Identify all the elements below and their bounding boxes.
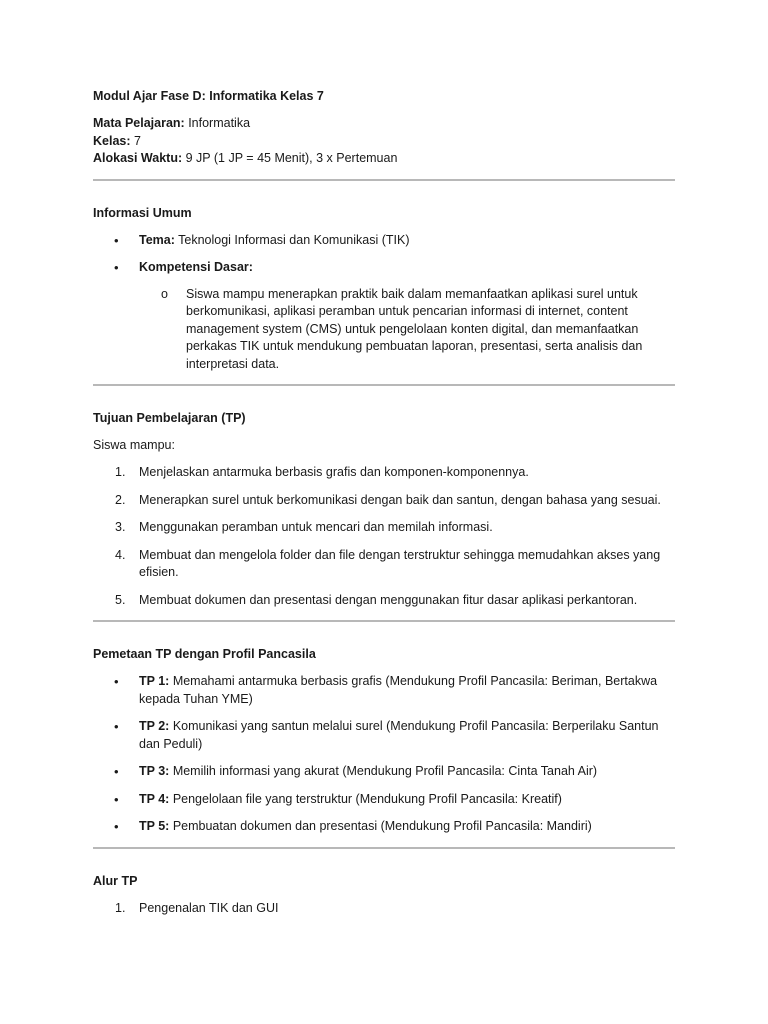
section-divider — [93, 847, 675, 849]
kompetensi-sublist — [139, 286, 675, 374]
meta-class-label: Kelas: — [93, 133, 131, 148]
list-item — [93, 900, 675, 918]
list-item-text: Membuat dokumen dan presentasi dengan menggunakan fitur dasar aplikasi perkantoran. — [139, 592, 638, 607]
tujuan-list — [93, 464, 675, 609]
list-item-text: Menjelaskan antarmuka berbasis grafis dan komponen-komponennya. — [139, 465, 529, 479]
list-item-kompetensi — [93, 259, 675, 373]
bullet-icon: • — [114, 764, 119, 779]
bullet-icon: • — [114, 791, 119, 807]
meta-class — [93, 133, 675, 151]
list-item — [93, 547, 675, 582]
list-item-text: Menerapkan surel untuk berkomunikasi dengan baik dan santun, dengan bahasa yang sesuai. — [139, 492, 661, 507]
bullet-icon: • — [114, 674, 119, 689]
list-number: 1. — [115, 465, 126, 479]
bullet-icon: • — [114, 260, 119, 275]
pemetaan-list — [93, 673, 675, 836]
tp-label: TP 4: — [139, 791, 170, 806]
kompetensi-label: Kompetensi Dasar: — [139, 260, 253, 274]
list-item — [93, 464, 675, 482]
kompetensi-item — [139, 286, 675, 374]
list-item-text: Pengenalan TIK dan GUI — [139, 900, 279, 915]
informasi-umum-heading: Informasi Umum — [93, 205, 192, 220]
section-divider — [93, 179, 675, 181]
tp-label: TP 2: — [139, 719, 170, 733]
informasi-umum-list — [93, 232, 675, 374]
list-item — [93, 519, 675, 537]
list-item-text: Menggunakan peramban untuk mencari dan memilah informasi. — [139, 520, 493, 534]
tp-text: Pembuatan dokumen dan presentasi (Mendukung Profil Pancasila: Mandiri) — [169, 819, 592, 833]
list-item — [93, 763, 675, 781]
tp-text: Memahami antarmuka berbasis grafis (Mendukung Profil Pancasila: Beriman, Bertakwa kepada Tuhan YME) — [139, 674, 658, 706]
tp-label: TP 5: — [139, 819, 170, 833]
list-number: 1. — [115, 900, 126, 915]
section-divider — [93, 620, 675, 622]
tema-value: Teknologi Informasi dan Komunikasi (TIK) — [174, 232, 410, 247]
meta-subject — [93, 115, 675, 133]
section-divider — [93, 384, 675, 386]
list-number: 5. — [115, 592, 126, 607]
sub-bullet-icon: o — [161, 286, 168, 301]
meta-subject-label: Mata Pelajaran: — [93, 116, 185, 130]
list-number: 2. — [115, 492, 126, 507]
document-title: Modul Ajar Fase D: Informatika Kelas 7 — [93, 89, 324, 103]
meta-class-value: 7 — [130, 133, 141, 148]
tujuan-intro: Siswa mampu: — [93, 438, 175, 452]
list-item-text: Membuat dan mengelola folder dan file dengan terstruktur sehingga memudahkan akses yang efisien. — [139, 547, 661, 579]
list-number: 3. — [115, 520, 126, 534]
tp-text: Pengelolaan file yang terstruktur (Mendukung Profil Pancasila: Kreatif) — [169, 791, 562, 806]
tujuan-heading: Tujuan Pembelajaran (TP) — [93, 411, 246, 425]
list-item — [93, 818, 675, 836]
kompetensi-text: Siswa mampu menerapkan praktik baik dalam memanfaatkan aplikasi surel untuk berkomunikasi, aplikasi peramban untuk pencarian informasi di internet, content management system (CMS) untuk pengelolaan konten digital, dan memanfaatkan perkakas TIK untuk mendukung pembuatan laporan, presentasi, serta analisis dan interpretasi data. — [186, 286, 643, 371]
meta-subject-value: Informatika — [184, 116, 251, 130]
list-item — [93, 592, 675, 610]
meta-time-label: Alokasi Waktu: — [93, 151, 183, 165]
meta-time-allocation — [93, 150, 675, 168]
bullet-icon: • — [114, 819, 119, 834]
meta-block — [93, 115, 675, 168]
list-item — [93, 718, 675, 753]
alur-list — [93, 900, 675, 918]
tp-text: Komunikasi yang santun melalui surel (Mendukung Profil Pancasila: Berperilaku Santun dan Peduli) — [139, 719, 659, 751]
tp-label: TP 3: — [139, 764, 170, 778]
tp-text: Memilih informasi yang akurat (Mendukung Profil Pancasila: Cinta Tanah Air) — [169, 764, 598, 778]
list-item — [93, 791, 675, 809]
list-number: 4. — [115, 547, 126, 562]
document-page — [93, 88, 675, 917]
pemetaan-heading: Pemetaan TP dengan Profil Pancasila — [93, 647, 316, 661]
list-item-tema — [93, 232, 675, 250]
bullet-icon: • — [114, 719, 119, 734]
bullet-icon: • — [114, 232, 119, 248]
list-item — [93, 673, 675, 708]
tema-label: Tema: — [139, 232, 175, 247]
meta-time-value: 9 JP (1 JP = 45 Menit), 3 x Pertemuan — [182, 151, 398, 165]
list-item — [93, 492, 675, 510]
tp-label: TP 1: — [139, 674, 170, 688]
alur-heading: Alur TP — [93, 873, 138, 888]
